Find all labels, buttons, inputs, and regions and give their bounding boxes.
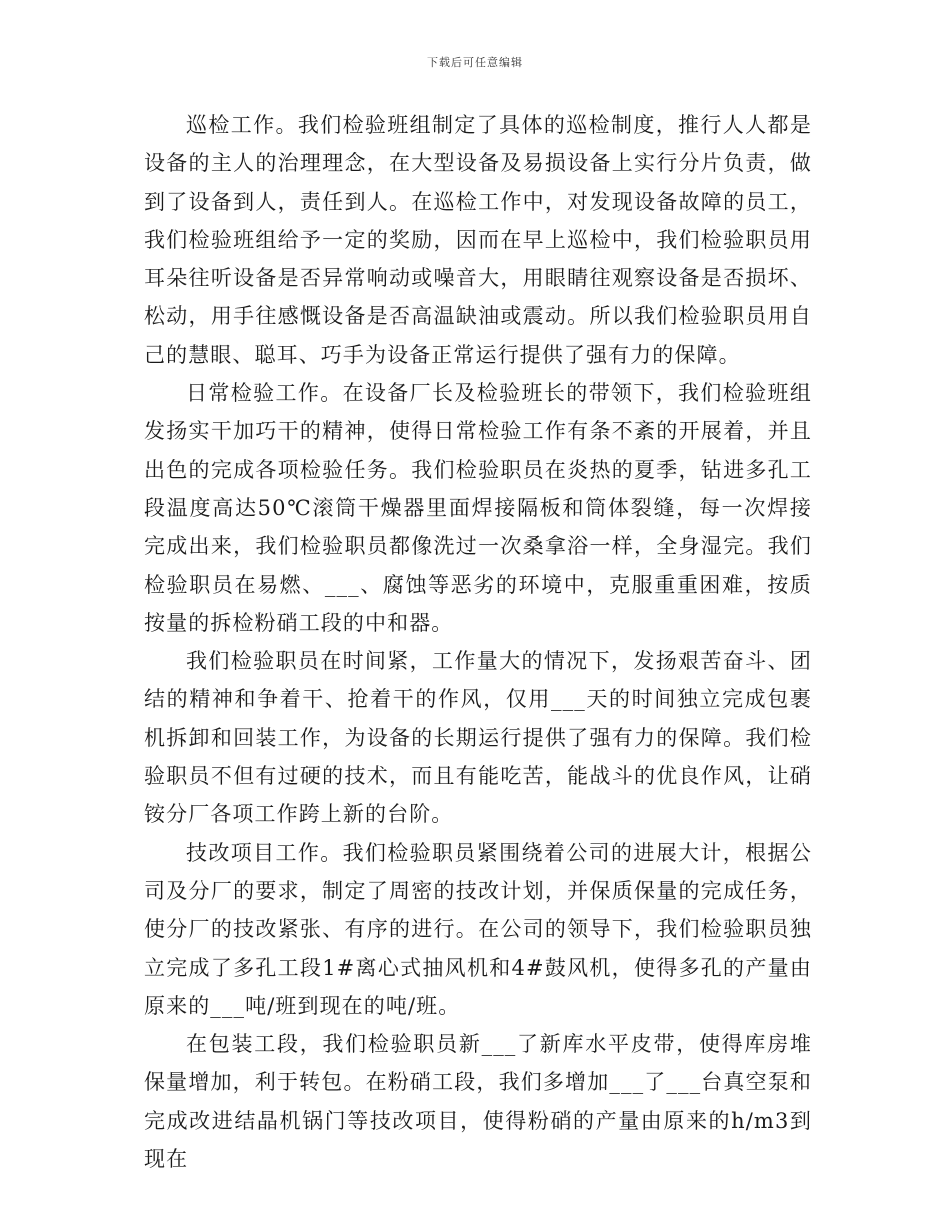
paragraph-tech-upgrade: 技改项目工作。我们检验职员紧围绕着公司的进展大计，根据公司及分厂的要求，制定了周密的技改计划，并保质保量的完成任务，使分厂的技改紧张、有序的进行。在公司的领导下，我们检验职员独立完成了多孔工段1#离心式抽风机和4#鼓风机，使得多孔的产量由原来的___吨/班到现在的吨/班。 [144,840,812,1018]
paragraph-daily-inspection: 日常检验工作。在设备厂长及检验班长的带领下，我们检验班组发扬实干加巧干的精神，使得日常检验工作有条不紊的开展着，并且出色的完成各项检验任务。我们检验职员在炎热的夏季，钻进多孔工段温度高达50℃滚筒干燥器里面焊接隔板和筒体裂缝，每一次焊接完成出来，我们检验职员都像洗过一次桑拿浴一样，全身湿完。我们检验职员在易燃、___、腐蚀等恶劣的环境中，克服重重困难，按质按量的拆检粉硝工段的中和器。 [144,381,812,635]
page-header: 下载后可任意编辑 [427,56,523,69]
paragraph-packaging-machine: 我们检验职员在时间紧，工作量大的情况下，发扬艰苦奋斗、团结的精神和争着干、抢着干的作风，仅用___天的时间独立完成包裹机拆卸和回装工作，为设备的长期运行提供了强有力的保障。我们检验职员不但有过硬的技术，而且有能吃苦，能战斗的优良作风，让硝铵分厂各项工作跨上新的台阶。 [144,649,812,827]
paragraph-inspection: 巡检工作。我们检验班组制定了具体的巡检制度，推行人人都是设备的主人的治理理念，在大型设备及易损设备上实行分片负责，做到了设备到人，责任到人。在巡检工作中，对发现设备故障的员工，我们检验班组给予一定的奖励，因而在早上巡检中，我们检验职员用耳朵往听设备是否异常响动或噪音大，用眼睛往观察设备是否损坏、松动，用手往感慨设备是否高温缺油或震动。所以我们检验职员用自己的慧眼、聪耳、巧手为设备正常运行提供了强有力的保障。 [144,113,812,367]
document-body [144,106,812,1178]
paragraph-packaging-section: 在包装工段，我们检验职员新___了新库水平皮带，使得库房堆保量增加，利于转包。在粉硝工段，我们多增加___了___台真空泵和完成改进结晶机锅门等技改项目，使得粉硝的产量由原来的h/m3到现在 [144,1032,812,1172]
